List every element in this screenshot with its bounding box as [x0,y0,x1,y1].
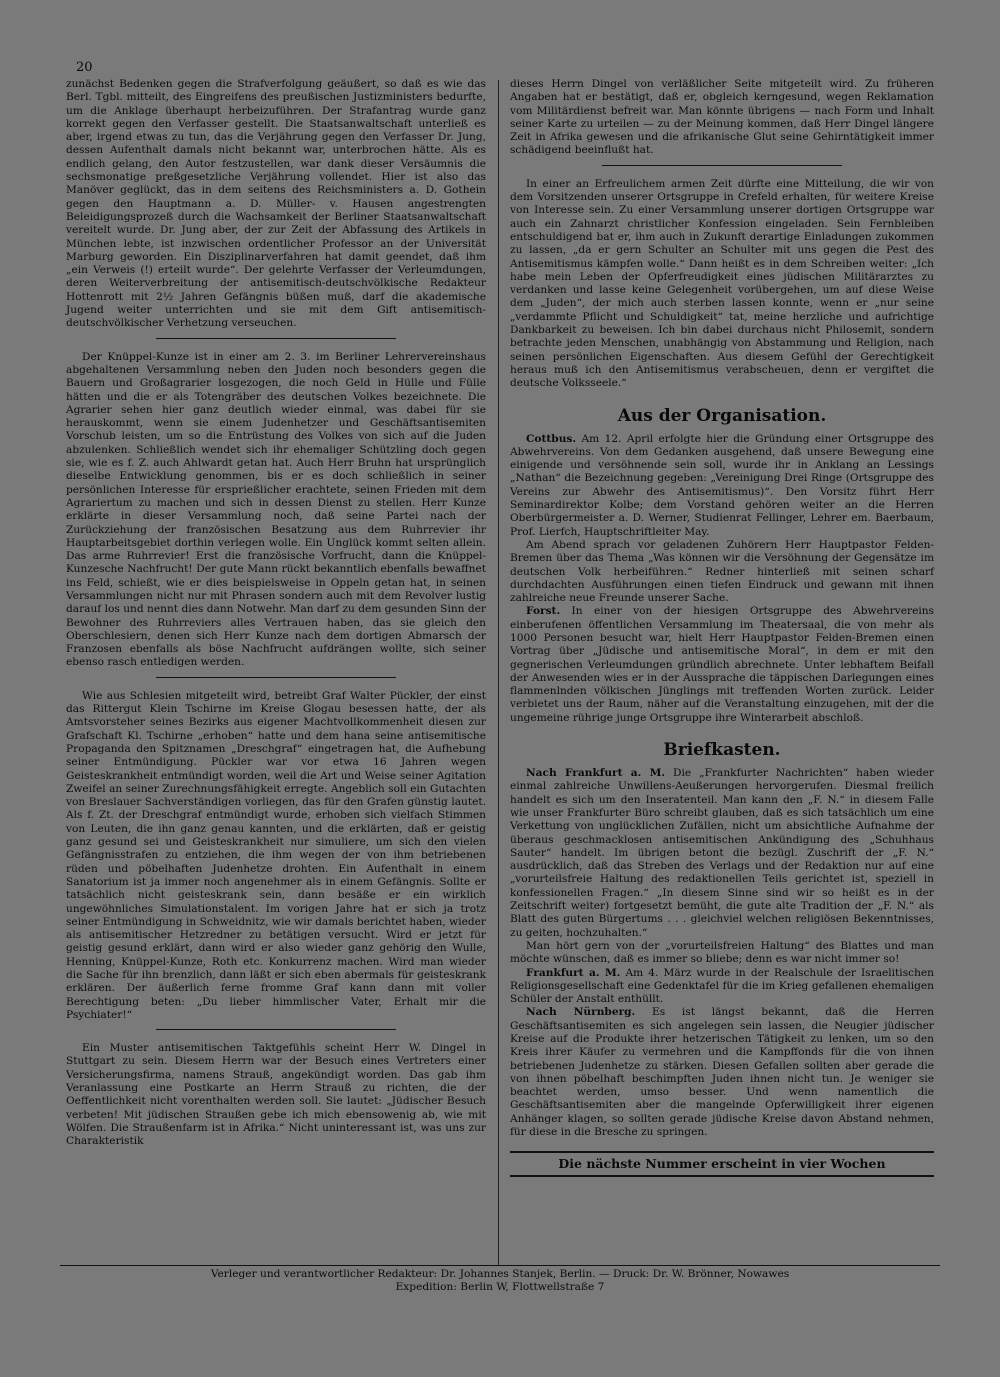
article-paragraph: dieses Herrn Dingel von verläßlicher Seite mitgeteilt wird. Zu früheren Angaben hat er bestätigt, daß er, obgleich kerngesund, wegen Reklamation vom Militärdienst befreit war. Man könnte übrigens — nach Form und Inhalt seiner Karte zu urteilen — zu der Meinung kommen, daß Herr Dingel längere Zeit in Afrika gewesen und die afrikanische Glut seine Gehirntätigkeit immer schädigend beeinflußt hat. [510,78,934,157]
section-title-briefkasten: Briefkasten. [663,740,781,761]
separator-rule [602,165,842,166]
right-column [510,78,934,1177]
letter-text: Die „Frankfurter Nachrichten“ haben wieder einmal zahlreiche Unwillens-Aeußerungen hervorgerufen. Diesmal freilich handelt es sich um den Inseratenteil. Man kann den „F. N.“ in diesem Falle wie unser Frankfurter Büro schreibt glauben, daß es sich tatsächlich um eine Verkettung von unglücklichen Zufällen, nicht um absichtliche Aufnahme der überaus geschmacklosen antisemitischen Ankündigung des „Schuhhaus Sauter“ handelt. Im übrigen betont die bezügl. Zuschrift der „F. N.“ ausdrücklich, daß das Streben des Verlags und der Redaktion nur auf eine „vorurteilsfreie Haltung des redaktionellen Teils gerichtet ist, speziell in konfessionellen Fragen.“ „In diesem Sinne sind wir so heißt es in der Zeitschrift weiter) fortgesetzt bemüht, die gute alte Tradition der „F. N.“ als Blatt des guten Bürgertums . . . gleichviel welchen religiösen Bekenntnisses, zu geiten, hochzuhalten.“ [510,767,934,939]
letter-text: Man hört gern von der „vorurteilsfreien Haltung“ des Blattes und man möchte wünschen, daß es immer so bliebe; denn es war nicht immer so! [510,939,934,966]
separator-rule [156,338,396,339]
location-heading: Cottbus. [526,432,577,445]
letter-text: Es ist längst bekannt, daß die Herren Geschäftsantisemiten es sich angelegen sein lassen, die Neugier jüdischer Kreise auf die Produkte ihrer hetzerischen Tätigkeit zu lenken, um so den Kreis ihrer Käufer zu vermehren und die Kampffonds für die von ihnen betriebenen Judenhetze zu stärken. Diesen Gefallen sollten aber gerade die von ihnen pöbelhaft beschimpften Juden ihnen nicht tun. Je weniger sie beachtet werden, umso besser. Und wenn namentlich die Geschäftsantisemiten aber die mangelnde Opferwilligkeit ihrer eigenen Anhänger klagen, so sollten gerade jüdische Kreise davon Abstand nehmen, für diese in die Bresche zu springen. [510,1006,934,1139]
article-paragraph: In einer an Erfreulichem armen Zeit dürfte eine Mitteilung, die wir von dem Vorsitzenden unserer Ortsgruppe in Crefeld erhalten, für weitere Kreise von Interesse sein. Zu einer Versammlung unserer dortigen Ortsgruppe war auch ein Zahnarzt christlicher Konfession eingeladen. Sein Fernbleiben entschuldigend bat er, ihm auch in Zukunft derartige Einladungen zukommen zu lassen, „da er gern Schulter an Schulter mit uns gegen die Pest des Antisemitismus kämpfen wolle.“ Dann heißt es in dem Schreiben weiter: „Ich habe mein Leben der Opferfreudigkeit eines jüdischen Militärarztes zu verdanken und lasse keine Gelegenheit vorübergehen, um auf diese Weise dem „Juden“, der mich auch sterben lassen konnte, wenn er „nur seine „verdammte Pflicht und Schuldigkeit“ tat, meine herzliche und aufrichtige Dankbarkeit zu beweisen. Ich bin dabei durchaus nicht Philosemit, sondern betrachte jeden Menschen, unabhängig von Abstammung und Religion, nach seinen persönlichen Eigenschaften. Aus diesem Gefühl der Gerechtigkeit heraus muß ich den Antisemitismus verabscheuen, denn er vergiftet die deutsche Volksseele.“ [510,177,934,390]
next-issue-notice: Die nächste Nummer erscheint in vier Wochen [510,1151,934,1176]
column-divider [498,80,499,1265]
imprint-line: Expedition: Berlin W, Flottwellstraße 7 [395,1281,605,1293]
imprint-line: Verleger und verantwortlicher Redakteur: Dr. Johannes Stanjek, Berlin. — Druck: Dr. W. Brönner, Nowawes [210,1268,790,1280]
letter-heading: Nach Frankfurt a. M. [526,767,666,780]
report-text: Am Abend sprach vor geladenen Zuhörern Herr Hauptpastor Felden-Bremen über das Thema „Was können wir die Versöhnung der Gegensätze im deutschen Volk herbeiführen.“ Redner hinterließ mit seinen scharf durchdachten Ausführungen einen tiefen Eindruck und gewann mit ihnen zahlreiche neue Freunde unserer Sache. [510,538,934,605]
article-paragraph: Ein Muster antisemitischen Taktgefühls scheint Herr W. Dingel in Stuttgart zu sein. Diesem Herrn war der Besuch eines Vertreters einer Versicherungsfirma, namens Strauß, angekündigt worden. Das gab ihm Veranlassung eine Postkarte an Herrn Strauß zu richten, die der Oeffentlichkeit nicht vorenthalten werden soll. Sie lautet: „Jüdischer Besuch verbeten! Mit jüdischen Straußen gebe ich mich ebensowenig ab, wie mit Wölfen. Die Straußenfarm ist in Afrika.“ Nicht uninteressant ist, was uns zur Charakteristik [66,1042,486,1148]
article-paragraph: Der Knüppel-Kunze ist in einer am 2. 3. im Berliner Lehrervereinshaus abgehaltenen Versammlung neben den Juden noch besonders gegen die Bauern und Großagrarier losgezogen, die noch Geld in Hülle und Fülle hätten und die er als Totengräber des deutschen Volkes bezeichnete. Die Agrarier sehen hier ganz deutlich wieder einmal, was dabei für sie herauskommt, wenn sie einem Judenhetzer und Geschäftsantisemiten Vorschub leisten, um so die Entrüstung des Volkes von sich auf die Juden abzulenken. Schließlich wendet sich ihr ehemaliger Schützling doch gegen sie, wie es f. Z. auch Ahlwardt getan hat. Auch Herr Bruhn hat ursprünglich dieselbe Entwicklung genommen, bis er es doch schließlich in seiner persönlichen Interesse für ersprießlicher erachtete, seinen Frieden mit dem Agrariertum zu machen und sich in dessen Dienst zu stellen. Herr Kunze erklärte in dieser Versammlung noch, daß seine Partei nach der Zurückziehung der französischen Besatzung aus dem Ruhrrevier ihr Hauptarbeitsgebiet dorthin verlegen wolle. Ein Unglück kommt selten allein. Das arme Ruhrrevier! Erst die französische Vorfrucht, dann die Knüppel-Kunzesche Nachfrucht! Der gute Mann rückt bekanntlich ebenfalls bewaffnet ins Feld, schießt, wie er dies beispielsweise in Oppeln getan hat, in seinen Versammlungen nicht nur mit Phrasen sondern auch mit dem Revolver lustig darauf los und nennt dies dann Notwehr. Man darf zu dem gesunden Sinn der Bewohner des Ruhrreviers alles Vertrauen haben, das sie gleich den Oberschlesiern, denen sich Herr Kunze nach dem dortigen Abmarsch der Franzosen ebenfalls als böse Nachfrucht aufdrängen wollte, sich seiner ebenso rasch entledigen werden. [66,350,486,669]
report-text: Am 12. April erfolgte hier die Gründung einer Ortsgruppe des Abwehrvereins. Von dem Gedanken ausgehend, daß unsere Bewegung eine einigende und versöhnende sein soll, wurde ihr in Anklang an Lessings „Nathan“ die Bezeichnung gegeben: „Vereinigung Drei Ringe (Ortsgruppe des Vereins zur Abwehr des Antisemitismus)“. Den Vorsitz führt Herr Seminardirektor Kolbe; dem Vorstand gehören weiter an die Herren Oberbürgermeister a. D. Werner, Studienrat Fellinger, Lehrer em. Baerbaum, Prof. Lierfch, Hauptschriftleiter May. [510,432,934,538]
location-heading: Forst. [526,605,561,618]
separator-rule [156,677,396,678]
article-paragraph: zunächst Bedenken gegen die Strafverfolgung geäußert, so daß es wie das Berl. Tgbl. mitteilt, des Eingreifens des preußischen Justizministers bedurfte, um die Anklage überhaupt herbeizuführen. Der Strafantrag wurde ganz korrekt gegen den Verfasser gestellt. Die Staatsanwaltschaft unterließ es aber, irgend etwas zu tun, das die Verjährung gegen den Verfasser Dr. Jung, dessen Aufenthalt damals nicht bekannt war, unterbrochen hätte. Als es endlich gelang, den Autor festzustellen, war dank dieser Versäumnis die sechsmonatige preßgesetzliche Verjährung vollendet. Hier ist also das Manöver geglückt, das in dem seitens des Reichsministers a. D. Gothein gegen den Hauptmann a. D. Müller- v. Hausen angestrengten Beleidigungsprozeß durch die Wachsamkeit der Berliner Staatsanwaltschaft vereitelt wurde. Dr. Jung aber, der zur Zeit der Abfassung des Artikels in München lebte, ist inzwischen ordentlicher Professor an der Universität Marburg geworden. Ein Disziplinarverfahren hat damit geendet, daß ihm „ein Verweis (!) erteilt wurde“. Der gelehrte Verfasser der Verleumdungen, deren Weiterverbreitung der antisemitisch-deutschvölkische Redakteur Hottenrott mit 2½ Jahren Gefängnis büßen muß, darf die akademische Jugend weiter unterrichten und sie mit dem Gift antisemitisch-deutschvölkischer Verhetzung verseuchen. [66,78,486,330]
article-paragraph: Wie aus Schlesien mitgeteilt wird, betreibt Graf Walter Pückler, der einst das Rittergut Klein Tschirne im Kreise Glogau besessen hatte, der als Amtsvorsteher seines Bezirks aus eigener Machtvollkommenheit diesen zur Grafschaft Kl. Tschirne „erhoben“ hatte und dem hana seine antisemitische Propaganda den Spitznamen „Dreschgraf“ eingetragen hat, die Aufhebung seiner Entmündigung. Pückler war vor etwa 16 Jahren wegen Geisteskrankheit entmündigt worden, weil die Art und Weise seiner Agitation Zweifel an seiner Zurechnungsfähigkeit erregte. Angeblich soll ein Gutachten von Breslauer Sachverständigen vorliegen, das für den Grafen günstig lautet. Als f. Zt. der Dreschgraf entmündigt wurde, erhoben sich vielfach Stimmen von Leuten, die ihn ganz genau kannten, und die erklärten, daß er geistig ganz gesund sei und Geisteskrankheit nur simuliere, um sich den vielen Gefängnisstrafen zu entziehen, die ihm wegen der von ihm betriebenen rüden und pöbelhaften Judenhetze drohten. Ein Aufenthalt in einem Sanatorium ist ja immer noch angenehmer als in einem Gefängnis. Sollte er tatsächlich nicht geisteskrank sein, dann besäße er ein wirklich ungewöhnliches Simulationstalent. Im vorigen Jahre hat er sich ja trotz seiner Entmündigung in Schweidnitz, wie wir damals berichtet haben, wieder als antisemitischer Hetzredner zu betätigen versucht. Wird er jetzt für geistig gesund erklärt, dann wird er also wieder ganz gehörig den Wulle, Henning, Knüppel-Kunze, Roth etc. Konkurrenz machen. Wird man wieder die Sache für ihn brenzlich, dann läßt er sich eben abermals für geisteskrank erklären. Der äußerlich ferne fromme Graf kann dann mit voller Berechtigung beten: „Du lieber himmlischer Vater, Erhalt mir die Psychiater!“ [66,689,486,1021]
report-text: In einer von der hiesigen Ortsgruppe des Abwehrvereins einberufenen öffentlichen Versammlung im Theatersaal, die von mehr als 1000 Personen besucht war, hielt Herr Hauptpastor Felden-Bremen einen Vortrag über „Jüdische und antisemitische Moral“, in dem er mit den gegnerischen Verleumdungen gründlich abrechnete. Unter lebhaftem Beifall der Anwesenden wies er in der Aussprache die täppischen Darlegungen eines flammenlnden völkischen Jünglings mit treffenden Worten zurück. Leider verbietet uns der Raum, näher auf die Veranstaltung einzugehen, mit der die ungemeine rührige junge Ortsgruppe ihre Winterarbeit abschloß. [510,605,934,724]
left-column [66,78,486,1149]
imprint-footer [60,1265,940,1294]
letter-heading: Nach Nürnberg. [526,1006,636,1019]
section-title-organisation: Aus der Organisation. [617,405,827,426]
separator-rule [156,1029,396,1030]
letter-heading: Frankfurt a. M. [526,966,621,979]
page-number: 20 [76,60,93,75]
letter-text: Am 4. März wurde in der Realschule der Israelitischen Religionsgesellschaft eine Gedenktafel für die im Krieg gefallenen ehemaligen Schüler der Anstalt enthüllt. [510,966,934,1006]
